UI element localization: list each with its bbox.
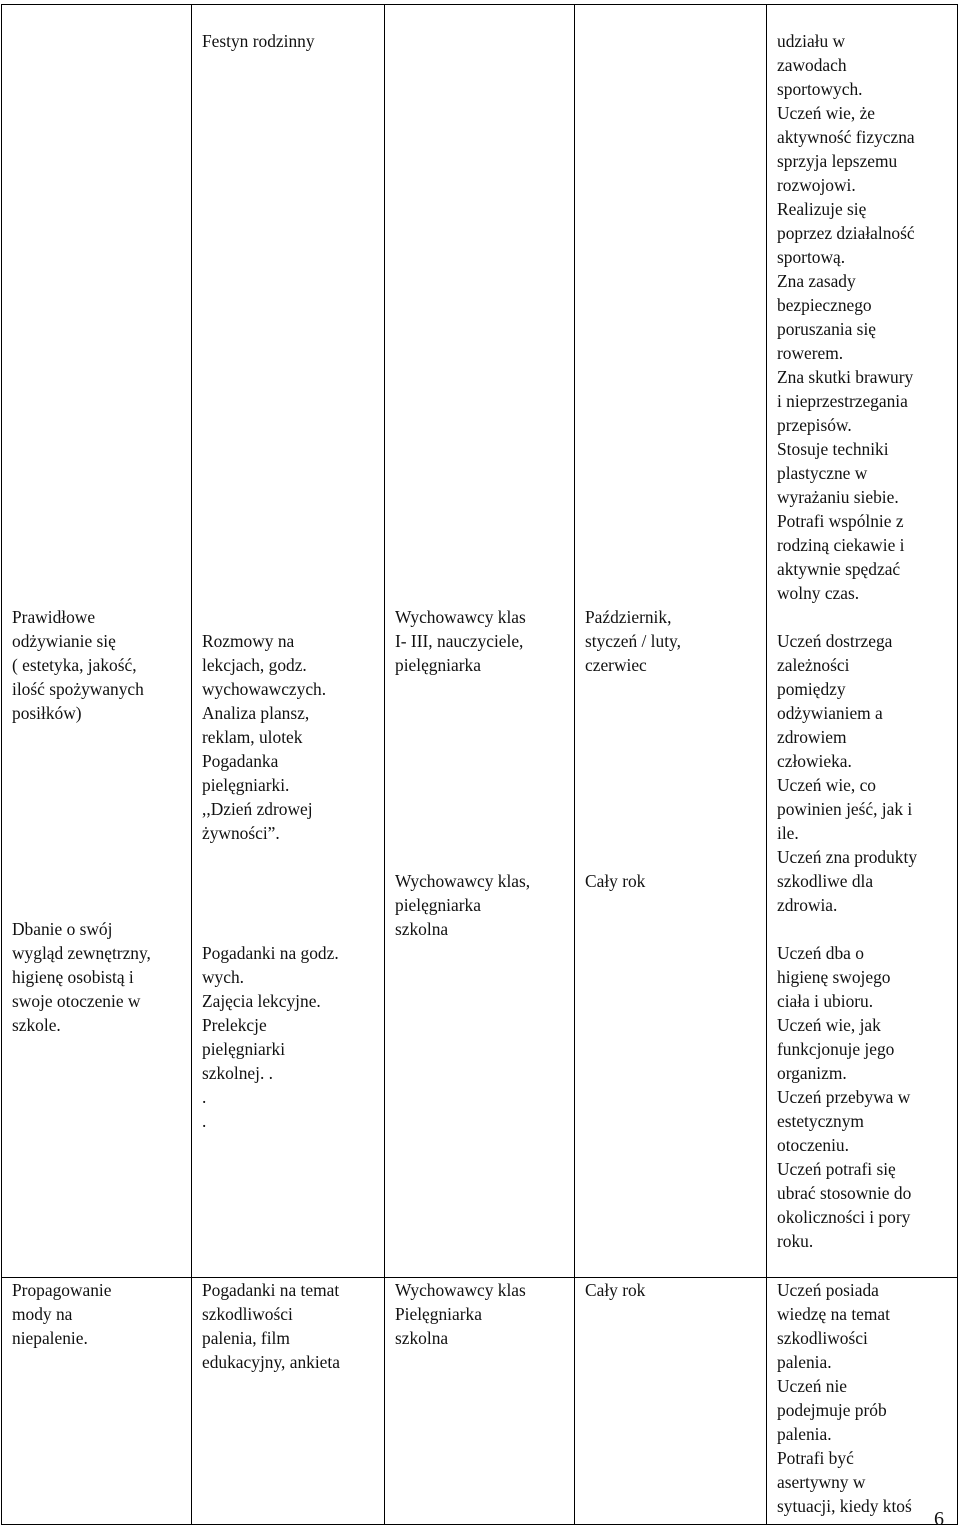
table-row: [2, 1278, 958, 1525]
method-hygiene: Pogadanki na godz. wych. Zajęcia lekcyjne. Prelekcje pielęgniarki szkolnej. . . .: [202, 943, 339, 1131]
table-row: [2, 5, 958, 1278]
outcome-smoking: Uczeń posiada wiedzę na temat szkodliwości palenia. Uczeń nie podejmuje prób palenia. Potrafi być asertywny w sytuacji, kiedy ktoś: [767, 1278, 958, 1525]
topic-nutrition: Prawidłowe odżywianie się ( estetyka, jakość, ilość spożywanych posiłków): [12, 607, 144, 723]
responsible-nutrition: Wychowawcy klas I- III, nauczyciele, pielęgniarka: [395, 607, 526, 675]
outcome-cell: [767, 5, 958, 1278]
outcome-sports: udziału w zawodach sportowych. Uczeń wie, że aktywność fizyczna sprzyja lepszemu rozwojowi. Realizuje się poprzez działalność sportową. Zna zasady bezpiecznego poruszania się rowerem. Zna skutki brawury i nieprzestrzegania przepisów. Stosuje techniki plastyczne w wyrażaniu siebie. Potrafi wspólnie z rodziną ciekawie i aktywnie spędzać wolny czas.: [777, 31, 915, 603]
topic-cell: [2, 5, 192, 1278]
term-smoking: Cały rok: [575, 1278, 767, 1525]
topic-hygiene: Dbanie o swój wygląd zewnętrzny, higienę osobistą i swoje otoczenie w szkole.: [12, 919, 151, 1035]
education-plan-table: [1, 4, 958, 1525]
responsible-smoking: Wychowawcy klas Pielęgniarka szkolna: [385, 1278, 575, 1525]
method-festyn: Festyn rodzinny: [202, 31, 315, 51]
outcome-nutrition: Uczeń dostrzega zależności pomiędzy odżywianiem a zdrowiem człowieka. Uczeń wie, co powinien jeść, jak i ile. Uczeń zna produkty szkodliwe dla zdrowia.: [777, 631, 918, 915]
topic-smoking: Propagowanie mody na niepalenie.: [2, 1278, 192, 1525]
term-nutrition: Październik, styczeń / luty, czerwiec: [585, 607, 681, 675]
method-cell: [192, 5, 385, 1278]
method-smoking: Pogadanki na temat szkodliwości palenia, film edukacyjny, ankieta: [192, 1278, 385, 1525]
outcome-hygiene: Uczeń dba o higienę swojego ciała i ubioru. Uczeń wie, jak funkcjonuje jego organizm. Uczeń przebywa w estetycznym otoczeniu. Uczeń potrafi się ubrać stosownie do okoliczności i pory roku.: [777, 943, 912, 1251]
method-nutrition: Rozmowy na lekcjach, godz. wychowawczych. Analiza plansz, reklam, ulotek Pogadanka pielęgniarki. ,,Dzień zdrowej żywności”.: [202, 631, 327, 843]
responsible-hygiene: Wychowawcy klas, pielęgniarka szkolna: [395, 871, 531, 939]
term-hygiene: Cały rok: [585, 871, 646, 891]
term-cell: [575, 5, 767, 1278]
responsible-cell: [385, 5, 575, 1278]
page-number: 6: [934, 1508, 944, 1530]
